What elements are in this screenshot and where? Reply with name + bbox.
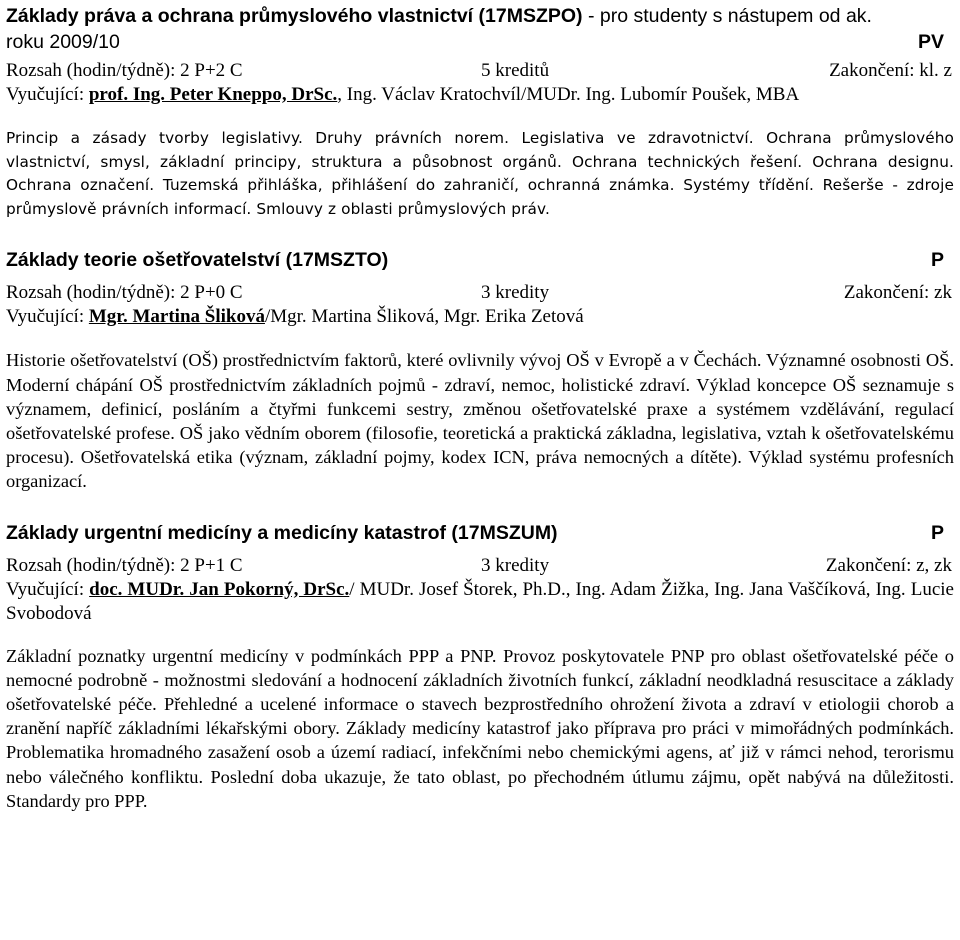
course-title-suffix: - pro studenty s nástupem od ak. roku 2009/10 (6, 5, 872, 53)
course-hours: Rozsah (hodin/týdně): 2 P+1 C (6, 554, 243, 576)
course-title-row (6, 3, 954, 55)
course-credits: 3 kredity (481, 282, 550, 304)
course-completion: Zakončení: z, zk (825, 554, 952, 576)
teachers-label: Vyučující: (6, 306, 89, 328)
course-title: Základy teorie ošetřovatelství (17MSZTO) (6, 249, 389, 272)
course-meta (6, 281, 954, 305)
course-completion: Zakončení: kl. z (829, 60, 952, 81)
course-teachers (6, 305, 954, 329)
course-hours: Rozsah (hodin/týdně): 2 P+2 C (6, 60, 243, 81)
course-credits: 5 kreditů (481, 60, 550, 81)
course-description: Základní poznatky urgentní medicíny v podmínkách PPP a PNP. Provoz poskytovatele PNP pro oblast ošetřovatelské péče o nemocné podrobně - možnostmi sledování a hodnocení základních životních funkcí, základní neodkladná resuscitace a základy ošetřovatelské péče. Přehledné a ucelené informace o stavech bezprostředního ohrožení života a zdraví v etiologii chorob a zranění napříč základními lékařskými obory. Základy medicíny katastrof jako příprava pro práci v mimořádných podmínkách. Problematika hromadného zasažení osob a území radiací, infekčními nebo chemickými agens, ať již v rámci nehod, terorismu nebo válečného konfliktu. Poslední doba ukazuje, že tato oblast, po přechodném útlumu zájmu, opět nabývá na důležitosti. Standardy pro PPP. (6, 645, 954, 811)
course-17MSZPO (6, 0, 954, 221)
course-title: Základy urgentní medicíny a medicíny katastrof (17MSZUM) (6, 521, 558, 544)
course-title-row (6, 247, 954, 273)
course-meta (6, 59, 954, 83)
other-teachers: /Mgr. Martina Šliková, Mgr. Erika Zetová (264, 306, 584, 328)
course-description: Historie ošetřovatelství (OŠ) prostřednictvím faktorů, které ovlivnily vývoj OŠ v Evropě a v Čechách. Významné osobnosti OŠ. Moderní chápání OŠ prostřednictvím základních pojmů - zdraví, nemoc, holistické zdraví. Výklad koncepce OŠ seznamuje s významem, definicí, posláním a čtyřmi funkcemi sestry, změnou ošetřovatelské praxe a systémem vzdělávání, regulací ošetřovatelské profese. OŠ jako vědním oborem (filosofie, teoretická a praktická základna, legislativa, vztah k ošetřovatelskému procesu). Ošetřovatelská etika (význam, základní pojmy, kodex ICN, práva nemocných a dítěte). Výklad systému profesních organizací. (6, 350, 954, 492)
course-credits: 3 kredity (481, 554, 550, 576)
course-kind: P (930, 249, 944, 272)
course-kind: PV (917, 31, 944, 53)
course-kind: P (930, 521, 944, 544)
teachers-label: Vyučující: (6, 578, 90, 600)
other-teachers: / MUDr. Josef Štorek, Ph.D., Ing. Adam Žižka, Ing. Jana Vaščíková, Ing. Lucie Svobodová (6, 578, 954, 624)
course-title: Základy práva a ochrana průmyslového vlastnictví (17MSZPO) (6, 5, 583, 27)
course-teachers (6, 578, 954, 626)
course-completion: Zakončení: zk (843, 282, 952, 304)
course-teachers (6, 83, 954, 107)
course-17MSZUM (6, 520, 954, 813)
course-hours: Rozsah (hodin/týdně): 2 P+0 C (6, 282, 243, 304)
course-description: Princip a zásady tvorby legislativy. Druhy právních norem. Legislativa ve zdravotnictví. Ochrana průmyslového vlastnictví, smysl, základní principy, struktura a působnost orgánů. Ochrana technických řešení. Ochrana designu. Ochrana označení. Tuzemská přihláška, přihlášení do zahraničí, ochranná známka. Systémy třídění. Rešerše - zdroje průmyslově právních informací. Smlouvy z oblasti průmyslových práv. (6, 129, 954, 218)
other-teachers: , Ing. Václav Kratochvíl/MUDr. Ing. Lubomír Poušek, MBA (337, 84, 800, 105)
lead-teacher: Mgr. Martina Šliková (88, 306, 265, 328)
course-17MSZTO (6, 247, 954, 493)
lead-teacher: doc. MUDr. Jan Pokorný, DrSc. (89, 578, 350, 600)
lead-teacher: prof. Ing. Peter Kneppo, DrSc. (88, 84, 338, 105)
course-title-row (6, 520, 954, 546)
course-meta (6, 554, 954, 578)
teachers-label: Vyučující: (6, 84, 89, 105)
